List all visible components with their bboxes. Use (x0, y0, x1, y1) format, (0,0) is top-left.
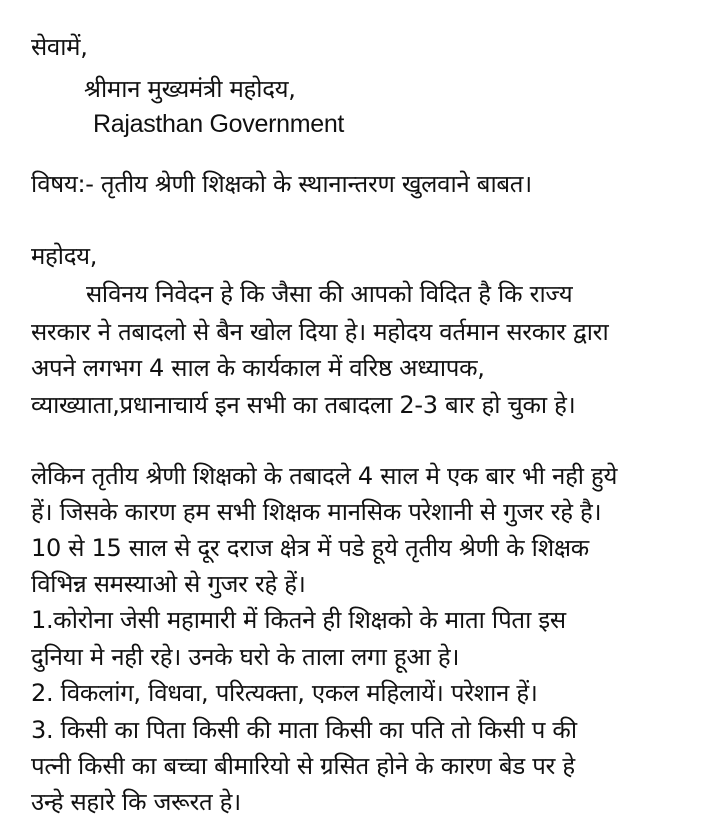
salutation: सेवामें, (31, 33, 88, 61)
subject-line: विषय:- तृतीय श्रेणी शिक्षको के स्थानान्तरण खुलवाने बाबत। (31, 170, 532, 198)
list-item-3-line2: पत्नी किसी का बच्चा बीमारियो से ग्रसित होने के कारण बेड पर हे (31, 752, 575, 780)
paragraph2-line: विभिन्न समस्याओ से गुजर रहे हें। (31, 570, 306, 598)
list-item-1-line2: दुनिया मे नही रहे। उनके घरो के ताला लगा हूआ हे। (31, 643, 460, 671)
paragraph2-line: हें। जिसके कारण हम सभी शिक्षक मानसिक परेशानी से गुजर रहे है। (31, 498, 602, 526)
paragraph2-line: 10 से 15 साल से दूर दराज क्षेत्र में पडे हूये तृतीय श्रेणी के शिक्षक (31, 534, 589, 562)
list-item-2: 2. विकलांग, विधवा, परित्यक्ता, एकल महिलायें। परेशान हें। (31, 679, 538, 707)
recipient-org: Rajasthan Government (93, 110, 345, 138)
paragraph1-line: सविनय निवेदन हे कि जैसा की आपको विदित है कि राज्य (86, 280, 573, 308)
recipient-title: श्रीमान मुख्यमंत्री महोदय, (84, 75, 296, 103)
paragraph1-line: व्याख्याता,प्रधानाचार्य इन सभी का तबादला 2-3 बार हो चुका हे। (31, 391, 576, 419)
list-item-3-line3: उन्हे सहारे कि जरूरत हे। (31, 788, 241, 816)
paragraph1-line: सरकार ने तबादलो से बैन खोल दिया हे। महोदय वर्तमान सरकार द्वारा (31, 318, 609, 346)
list-item-3-line1: 3. किसी का पिता किसी की माता किसी का पति तो किसी प की (31, 716, 577, 744)
greeting: महोदय, (31, 242, 98, 270)
paragraph2-line: लेकिन तृतीय श्रेणी शिक्षको के तबादले 4 साल मे एक बार भी नही हुये (31, 462, 618, 490)
list-item-1-line1: 1.कोरोना जेसी महामारी में कितने ही शिक्षको के माता पिता इस (31, 606, 566, 634)
paragraph1-line: अपने लगभग 4 साल के कार्यकाल में वरिष्ठ अध्यापक, (31, 354, 485, 382)
